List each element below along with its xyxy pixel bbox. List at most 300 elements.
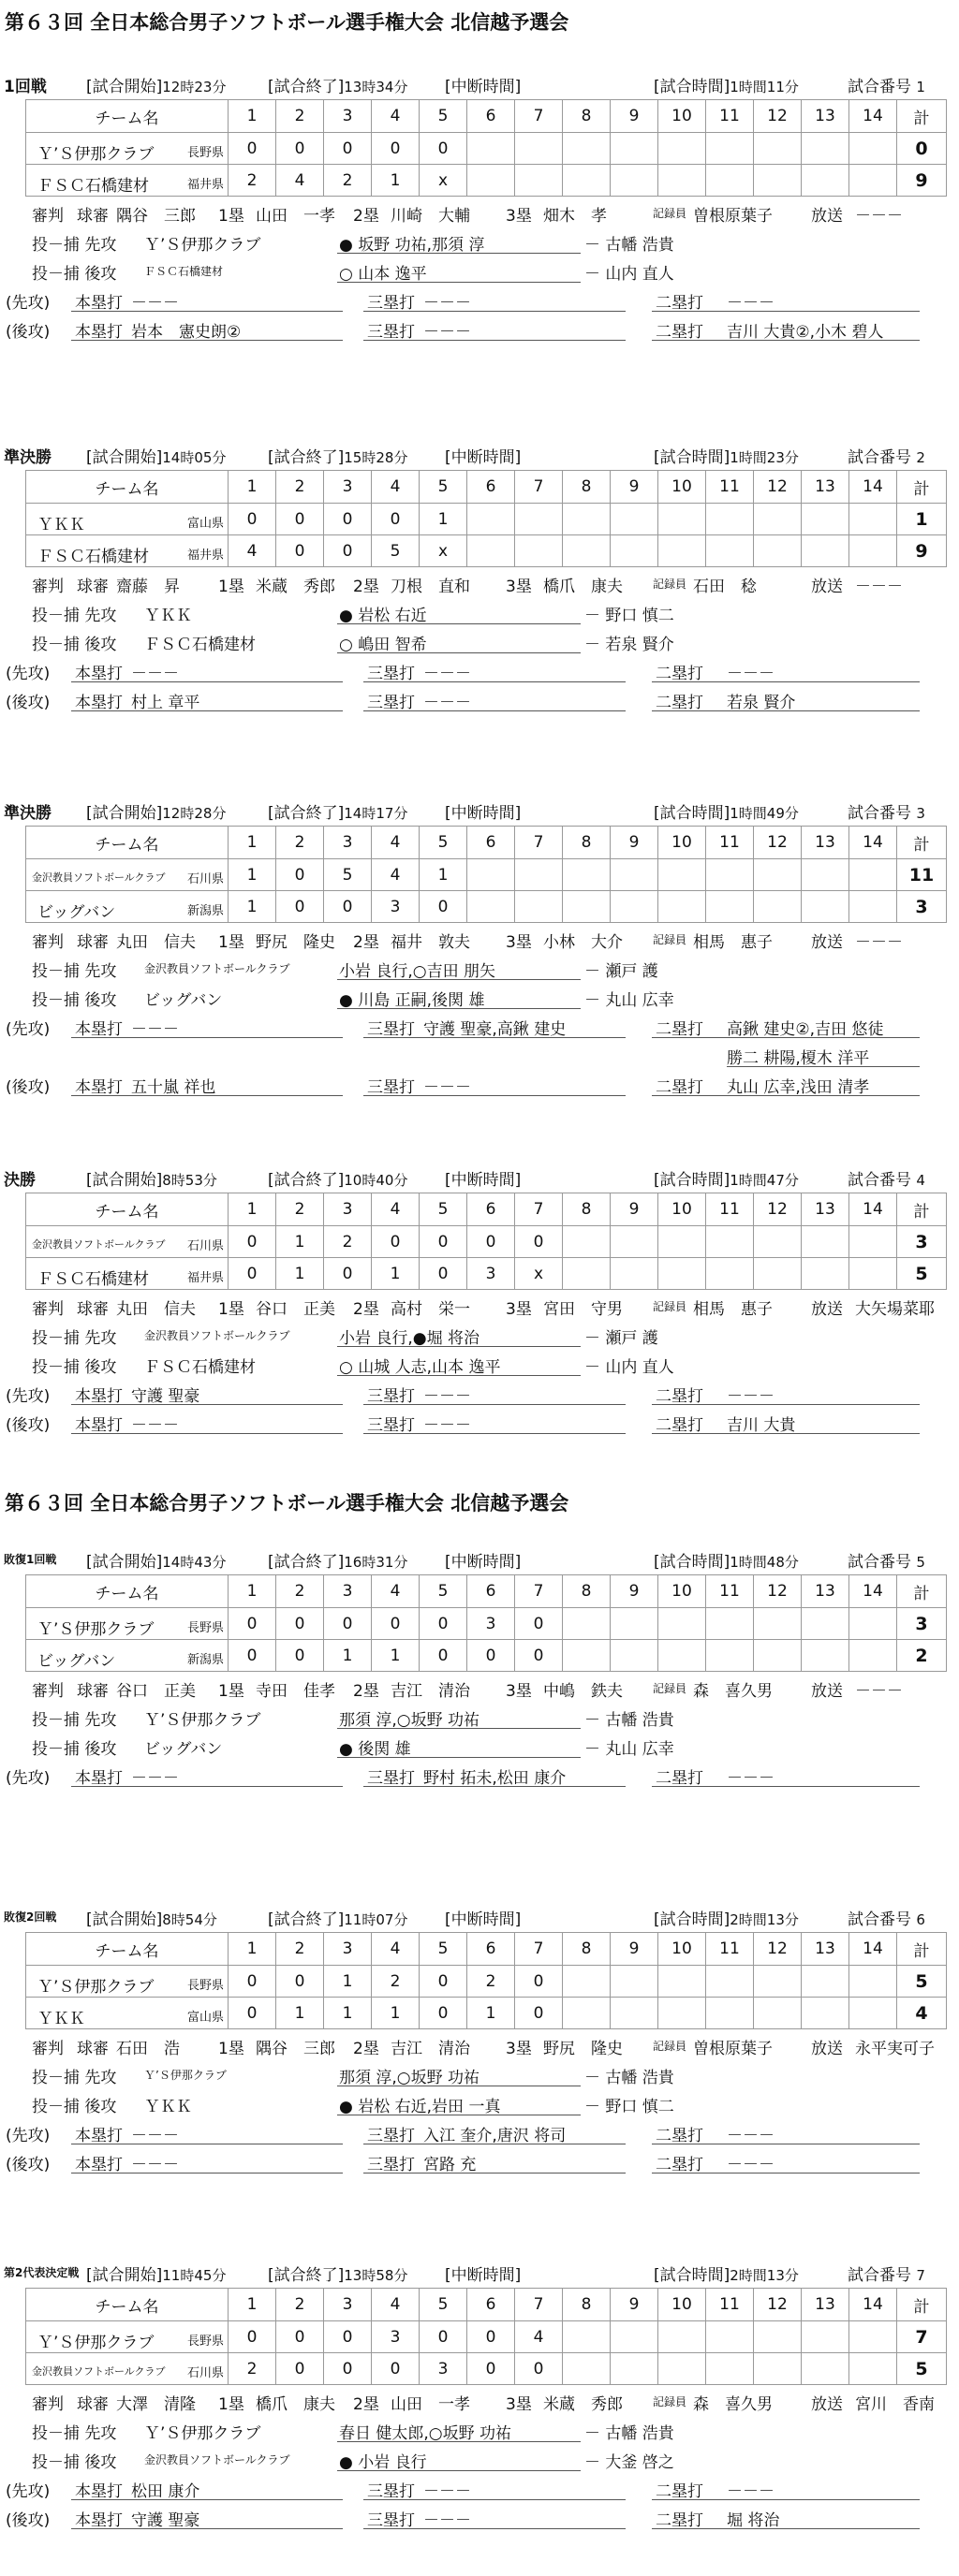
umpires-line <box>0 199 959 226</box>
pc-label: 投－捕 後攻 <box>32 2098 117 2116</box>
hits-continuation <box>0 1042 959 1068</box>
inning-score: 0 <box>467 2321 515 2353</box>
header-value: 13時58分 <box>344 2267 408 2284</box>
inning-header: 4 <box>372 2289 420 2321</box>
inning-score: 1 <box>276 1998 324 2029</box>
inning-score <box>754 1640 802 1672</box>
umpire-text: 3塁 <box>506 578 532 596</box>
header-game-no <box>848 1548 925 1572</box>
team-total: 5 <box>897 2353 947 2385</box>
team-prefecture: 新潟県 <box>186 904 224 918</box>
inning-score <box>563 1966 611 1998</box>
inning-header: 9 <box>611 100 658 133</box>
pitcher-catcher-second <box>0 628 959 654</box>
inning-header: 8 <box>563 100 611 133</box>
inning-header: 11 <box>706 1575 754 1608</box>
inning-score <box>611 504 658 535</box>
header-value: 15時28分 <box>344 449 408 466</box>
umpire-text: 吉江 清治 <box>391 2040 470 2058</box>
score-table <box>25 1193 947 1290</box>
team-total: 0 <box>897 133 947 165</box>
umpire-text: 隅谷 三郎 <box>116 207 196 226</box>
inning-score: 2 <box>372 1966 420 1998</box>
umpire-text: 球審 <box>77 207 109 226</box>
team-total: 3 <box>897 1226 947 1258</box>
inning-score <box>706 1258 754 1290</box>
pc-team: ＦＳＣ石橋建材 <box>144 636 256 654</box>
header-value: 1時間23分 <box>730 449 799 466</box>
pc-pitchers: ● 小岩 良行 <box>339 2453 427 2472</box>
team-total: 9 <box>897 165 947 197</box>
inning-score <box>611 2353 658 2385</box>
hits-second <box>0 2504 959 2530</box>
inning-score: 0 <box>276 859 324 891</box>
game-block <box>0 1904 959 2174</box>
pc-label: 投－捕 先攻 <box>32 1711 117 1730</box>
header-value: 1時間48分 <box>730 1554 799 1571</box>
double-label: 二塁打 <box>656 1078 703 1097</box>
pc-pitchers: ○ 山本 逸平 <box>339 265 427 284</box>
inning-score <box>563 165 611 197</box>
hits-second <box>0 1071 959 1097</box>
hits-first <box>0 286 959 313</box>
double-label: 二塁打 <box>656 2156 703 2174</box>
inning-header: 2 <box>276 1193 324 1226</box>
pc-label: 投－捕 先攻 <box>32 2069 117 2087</box>
header-game-no <box>848 444 925 467</box>
inning-score: 0 <box>372 133 420 165</box>
broadcast-name: －－－ <box>855 1682 903 1701</box>
pitcher-catcher-first <box>0 2061 959 2087</box>
pc-pitchers: ○ 山城 人志,山本 逸平 <box>339 1358 501 1377</box>
team-total: 3 <box>897 891 947 923</box>
inning-score <box>849 1966 897 1998</box>
umpire-text: 球審 <box>77 1682 109 1701</box>
header-value: 14時05分 <box>162 449 227 466</box>
pitcher-catcher-second <box>0 2446 959 2472</box>
side-label: (先攻) <box>6 1769 51 1788</box>
inning-score: 1 <box>372 165 420 197</box>
umpire-text: 審判 <box>32 2395 64 2414</box>
umpire-text: 2塁 <box>353 207 379 226</box>
broadcast-name: －－－ <box>855 933 903 952</box>
team-row <box>26 1640 947 1672</box>
broadcast-name: 大矢場菜耶 <box>855 1300 935 1319</box>
inning-header: 9 <box>611 2289 658 2321</box>
inning-score: 0 <box>229 504 276 535</box>
recorder-name: 相馬 惠子 <box>693 1300 773 1319</box>
inning-header: 12 <box>754 100 802 133</box>
team-prefecture: 石川県 <box>186 2366 224 2380</box>
inning-header: 6 <box>467 1575 515 1608</box>
team-cell <box>26 1966 229 1998</box>
pc-team: 金沢教員ソフトボールクラブ <box>144 1329 290 1342</box>
inning-score: 0 <box>420 133 467 165</box>
inning-score <box>706 133 754 165</box>
header-label: [試合終了] <box>268 1553 345 1572</box>
pc-team: Ｙ’Ｓ伊那クラブ <box>144 2069 227 2082</box>
header-interrupt <box>445 1166 521 1190</box>
pc-team: Ｙ’Ｓ伊那クラブ <box>144 236 261 255</box>
hits-first <box>0 2119 959 2145</box>
header-interrupt <box>445 444 521 467</box>
triple-underline <box>363 2504 626 2529</box>
header-label: 試合番号 <box>848 78 911 96</box>
inning-score <box>754 133 802 165</box>
header-label: [試合開始] <box>86 1171 163 1190</box>
inning-score: 3 <box>372 2321 420 2353</box>
pc-catcher: － 丸山 広幸 <box>584 991 674 1010</box>
triple-label: 三塁打 <box>367 1387 415 1406</box>
header-end <box>268 1548 407 1572</box>
header-value: 10時40分 <box>344 1172 408 1189</box>
umpire-text: 橋爪 康夫 <box>256 2395 335 2414</box>
inning-score: 0 <box>324 133 372 165</box>
pc-team: 金沢教員ソフトボールクラブ <box>144 2453 290 2466</box>
inning-header: 8 <box>563 1193 611 1226</box>
inning-score: 1 <box>467 1998 515 2029</box>
inning-score: 0 <box>276 2353 324 2385</box>
hr-label: 本塁打 <box>75 323 123 342</box>
hr-value: －－－ <box>131 294 179 313</box>
inning-score <box>515 504 563 535</box>
inning-score: 0 <box>372 2353 420 2385</box>
umpire-text: 野尻 隆史 <box>256 933 335 952</box>
header-game-no <box>848 73 925 96</box>
double-value: 堀 将治 <box>727 2511 780 2530</box>
pc-catcher: － 古幡 浩貴 <box>584 1711 674 1730</box>
inning-score <box>467 859 515 891</box>
broadcast-label: 放送 <box>811 933 843 952</box>
total-header: 計 <box>897 1575 947 1608</box>
umpire-text: 3塁 <box>506 1300 532 1319</box>
inning-header: 13 <box>802 1933 849 1966</box>
inning-header: 3 <box>324 100 372 133</box>
inning-score <box>849 1640 897 1672</box>
inning-score: 1 <box>420 504 467 535</box>
triple-value: －－－ <box>423 1387 471 1406</box>
inning-score: 1 <box>324 1640 372 1672</box>
header-value: 4 <box>916 1172 925 1189</box>
inning-score <box>515 165 563 197</box>
pitcher-catcher-second <box>0 1351 959 1377</box>
header-start <box>86 1548 226 1572</box>
inning-header: 2 <box>276 2289 324 2321</box>
broadcast-label: 放送 <box>811 1300 843 1319</box>
recorder-name: 曽根原葉子 <box>693 2040 773 2058</box>
inning-header: 6 <box>467 2289 515 2321</box>
team-name-header: チーム名 <box>26 1193 229 1226</box>
team-row <box>26 1966 947 1998</box>
hr-underline <box>71 2119 343 2144</box>
inning-header: 11 <box>706 100 754 133</box>
pc-label: 投－捕 後攻 <box>32 636 117 654</box>
inning-header: 10 <box>658 827 706 859</box>
inning-score <box>706 1608 754 1640</box>
header-label: [試合開始] <box>86 1910 163 1929</box>
header-value: 5 <box>916 1554 925 1571</box>
inning-score <box>611 1226 658 1258</box>
triple-value: 宮路 充 <box>423 2156 477 2174</box>
inning-score: 3 <box>372 891 420 923</box>
header-label: [試合開始] <box>86 804 163 823</box>
header-label: [試合終了] <box>268 1910 345 1929</box>
header-value: 14時17分 <box>344 805 408 822</box>
inning-score: 2 <box>229 165 276 197</box>
header-label: [試合時間] <box>654 1910 730 1929</box>
inning-score: 0 <box>276 535 324 567</box>
triple-value: －－－ <box>423 2482 471 2501</box>
round-name: 準決勝 <box>4 804 52 823</box>
umpire-text: 山田 一孝 <box>391 2395 470 2414</box>
team-cell <box>26 859 229 891</box>
umpire-text: 2塁 <box>353 2395 379 2414</box>
inning-score <box>706 1226 754 1258</box>
umpires-line <box>0 1293 959 1319</box>
score-header-row <box>26 1575 947 1608</box>
team-total: 3 <box>897 1608 947 1640</box>
pc-pitchers: 小岩 良行,○吉田 朋矢 <box>339 962 496 981</box>
inning-score <box>467 165 515 197</box>
inning-score <box>563 133 611 165</box>
team-name-header: チーム名 <box>26 1575 229 1608</box>
header-end <box>268 73 407 96</box>
umpire-text: 球審 <box>77 1300 109 1319</box>
header-value: 12時23分 <box>162 79 227 95</box>
inning-score: 4 <box>515 2321 563 2353</box>
header-duration <box>654 73 799 96</box>
inning-score: 2 <box>467 1966 515 1998</box>
inning-score <box>515 133 563 165</box>
score-header-row <box>26 100 947 133</box>
inning-header: 4 <box>372 1193 420 1226</box>
umpire-text: 丸田 信夫 <box>116 933 196 952</box>
inning-score <box>706 535 754 567</box>
team-cell <box>26 165 229 197</box>
inning-score: 4 <box>276 165 324 197</box>
hr-underline <box>71 1013 343 1038</box>
inning-header: 1 <box>229 2289 276 2321</box>
umpire-text: 寺田 佳孝 <box>256 1682 335 1701</box>
inning-score <box>658 1640 706 1672</box>
inning-score <box>802 535 849 567</box>
umpire-text: 2塁 <box>353 1300 379 1319</box>
header-start <box>86 799 226 823</box>
inning-header: 7 <box>515 2289 563 2321</box>
umpire-text: 山田 一孝 <box>256 207 335 226</box>
hr-label: 本塁打 <box>75 2482 123 2501</box>
inning-score: 1 <box>324 1998 372 2029</box>
team-name: 金沢教員ソフトボールクラブ <box>32 2365 166 2378</box>
triple-underline <box>363 286 626 312</box>
triple-value: －－－ <box>423 1078 471 1097</box>
pc-catcher: － 古幡 浩貴 <box>584 2424 674 2443</box>
header-end <box>268 1166 407 1190</box>
umpire-text: 小林 大介 <box>543 933 623 952</box>
game-block <box>0 442 959 712</box>
team-cell <box>26 133 229 165</box>
team-name-header: チーム名 <box>26 100 229 133</box>
inning-header: 8 <box>563 471 611 504</box>
inning-score: 0 <box>276 2321 324 2353</box>
game-block <box>0 1164 959 1435</box>
header-label: [試合終了] <box>268 448 345 467</box>
inning-header: 3 <box>324 827 372 859</box>
pc-label: 投－捕 先攻 <box>32 236 117 255</box>
header-duration <box>654 1548 799 1572</box>
inning-score: 0 <box>276 1966 324 1998</box>
recorder-name: 相馬 惠子 <box>693 933 773 952</box>
inning-header: 9 <box>611 471 658 504</box>
hr-value: －－－ <box>131 1416 179 1435</box>
team-row <box>26 1998 947 2029</box>
game-header <box>0 1904 959 1928</box>
inning-score <box>515 891 563 923</box>
inning-score: 0 <box>420 1998 467 2029</box>
umpire-text: 球審 <box>77 2040 109 2058</box>
triple-value: －－－ <box>423 2511 471 2530</box>
inning-score <box>611 1966 658 1998</box>
umpire-text: 3塁 <box>506 2395 532 2414</box>
broadcast-label: 放送 <box>811 2395 843 2414</box>
inning-score: 1 <box>420 859 467 891</box>
umpire-text: 球審 <box>77 578 109 596</box>
pc-team: ＦＳＣ石橋建材 <box>144 265 224 278</box>
header-label: [中断時間] <box>445 1171 522 1190</box>
inning-score: 0 <box>515 1966 563 1998</box>
triple-underline <box>363 657 626 682</box>
inning-score <box>802 1966 849 1998</box>
inning-score <box>754 1966 802 1998</box>
umpire-text: 宮田 守男 <box>543 1300 623 1319</box>
inning-score: 0 <box>276 1640 324 1672</box>
inning-header: 13 <box>802 471 849 504</box>
score-header-row <box>26 471 947 504</box>
double-underline <box>652 2148 920 2174</box>
umpire-text: 中嶋 鉄夫 <box>543 1682 623 1701</box>
inning-header: 1 <box>229 1933 276 1966</box>
inning-score <box>658 504 706 535</box>
double-underline <box>652 1380 920 1405</box>
team-name: Ｙ’Ｓ伊那クラブ <box>37 145 155 164</box>
inning-score <box>515 535 563 567</box>
recorder-name: 森 喜久男 <box>693 2395 773 2414</box>
double-underline <box>652 2475 920 2500</box>
total-header: 計 <box>897 100 947 133</box>
inning-score <box>849 859 897 891</box>
inning-header: 12 <box>754 2289 802 2321</box>
pitcher-catcher-first <box>0 955 959 981</box>
side-label: (後攻) <box>6 2511 51 2530</box>
umpire-text: 石田 浩 <box>116 2040 180 2058</box>
team-cell <box>26 2321 229 2353</box>
inning-header: 2 <box>276 827 324 859</box>
inning-score: 0 <box>372 1608 420 1640</box>
game-block <box>0 1546 959 1788</box>
header-label: [中断時間] <box>445 1910 522 1929</box>
inning-score: 0 <box>229 1966 276 1998</box>
round-name: 1回戦 <box>4 78 47 96</box>
team-name: Ｙ’Ｓ伊那クラブ <box>37 2334 155 2352</box>
inning-score: 0 <box>372 1226 420 1258</box>
header-duration <box>654 444 799 467</box>
header-label: [中断時間] <box>445 448 522 467</box>
inning-score: 0 <box>276 504 324 535</box>
umpire-text: 1塁 <box>218 1682 244 1701</box>
pitcher-catcher-first <box>0 1704 959 1730</box>
team-total: 7 <box>897 2321 947 2353</box>
triple-value: －－－ <box>423 294 471 313</box>
inning-score: 0 <box>420 1226 467 1258</box>
header-end <box>268 799 407 823</box>
inning-score <box>754 2353 802 2385</box>
inning-score: 0 <box>229 1998 276 2029</box>
broadcast-label: 放送 <box>811 2040 843 2058</box>
team-name: 金沢教員ソフトボールクラブ <box>32 1238 166 1251</box>
recorder-label: 記録員 <box>653 2040 687 2053</box>
inning-header: 8 <box>563 2289 611 2321</box>
inning-score <box>802 891 849 923</box>
doc-title: 第６３回 全日本総合男子ソフトボール選手権大会 北信越予選会 <box>5 11 569 34</box>
team-total: 5 <box>897 1258 947 1290</box>
score-table <box>25 99 947 197</box>
header-value: 2 <box>916 449 925 466</box>
team-cell <box>26 1998 229 2029</box>
inning-score <box>849 1998 897 2029</box>
pc-team: ＹＫＫ <box>144 2098 192 2116</box>
score-header-row <box>26 1933 947 1966</box>
umpire-text: 吉江 清治 <box>391 1682 470 1701</box>
hr-underline <box>71 1409 343 1434</box>
pc-team: ＹＫＫ <box>144 607 192 625</box>
triple-label: 三塁打 <box>367 665 415 683</box>
header-value: 12時28分 <box>162 805 227 822</box>
header-value: 16時31分 <box>344 1554 408 1571</box>
header-value: 13時34分 <box>344 79 408 95</box>
hits-first <box>0 2475 959 2501</box>
inning-header: 11 <box>706 1193 754 1226</box>
team-name: ＦＳＣ石橋建材 <box>37 1270 149 1289</box>
pitcher-catcher-first <box>0 228 959 255</box>
hr-underline <box>71 1762 343 1787</box>
team-name: Ｙ’Ｓ伊那クラブ <box>37 1978 155 1997</box>
header-label: [試合終了] <box>268 2266 345 2285</box>
hits-first <box>0 1013 959 1039</box>
pitcher-catcher-second <box>0 984 959 1010</box>
triple-underline <box>363 1409 626 1434</box>
team-row <box>26 891 947 923</box>
header-label: 試合番号 <box>848 2266 911 2285</box>
header-game-no <box>848 2261 925 2285</box>
inning-score <box>754 859 802 891</box>
triple-value: －－－ <box>423 323 471 342</box>
team-prefecture: 富山県 <box>186 517 224 531</box>
inning-score: 4 <box>372 859 420 891</box>
header-value: 8時53分 <box>162 1172 217 1189</box>
inning-header: 4 <box>372 100 420 133</box>
inning-score <box>563 1226 611 1258</box>
header-label: [中断時間] <box>445 2266 522 2285</box>
inning-score: 0 <box>420 2321 467 2353</box>
hr-underline <box>71 286 343 312</box>
double-value: －－－ <box>727 1387 775 1406</box>
team-prefecture: 富山県 <box>186 2011 224 2025</box>
total-header: 計 <box>897 1933 947 1966</box>
triple-underline <box>363 2148 626 2174</box>
umpire-text: 齋藤 昇 <box>116 578 180 596</box>
side-label: (後攻) <box>6 694 51 712</box>
recorder-name: 曽根原葉子 <box>693 207 773 226</box>
